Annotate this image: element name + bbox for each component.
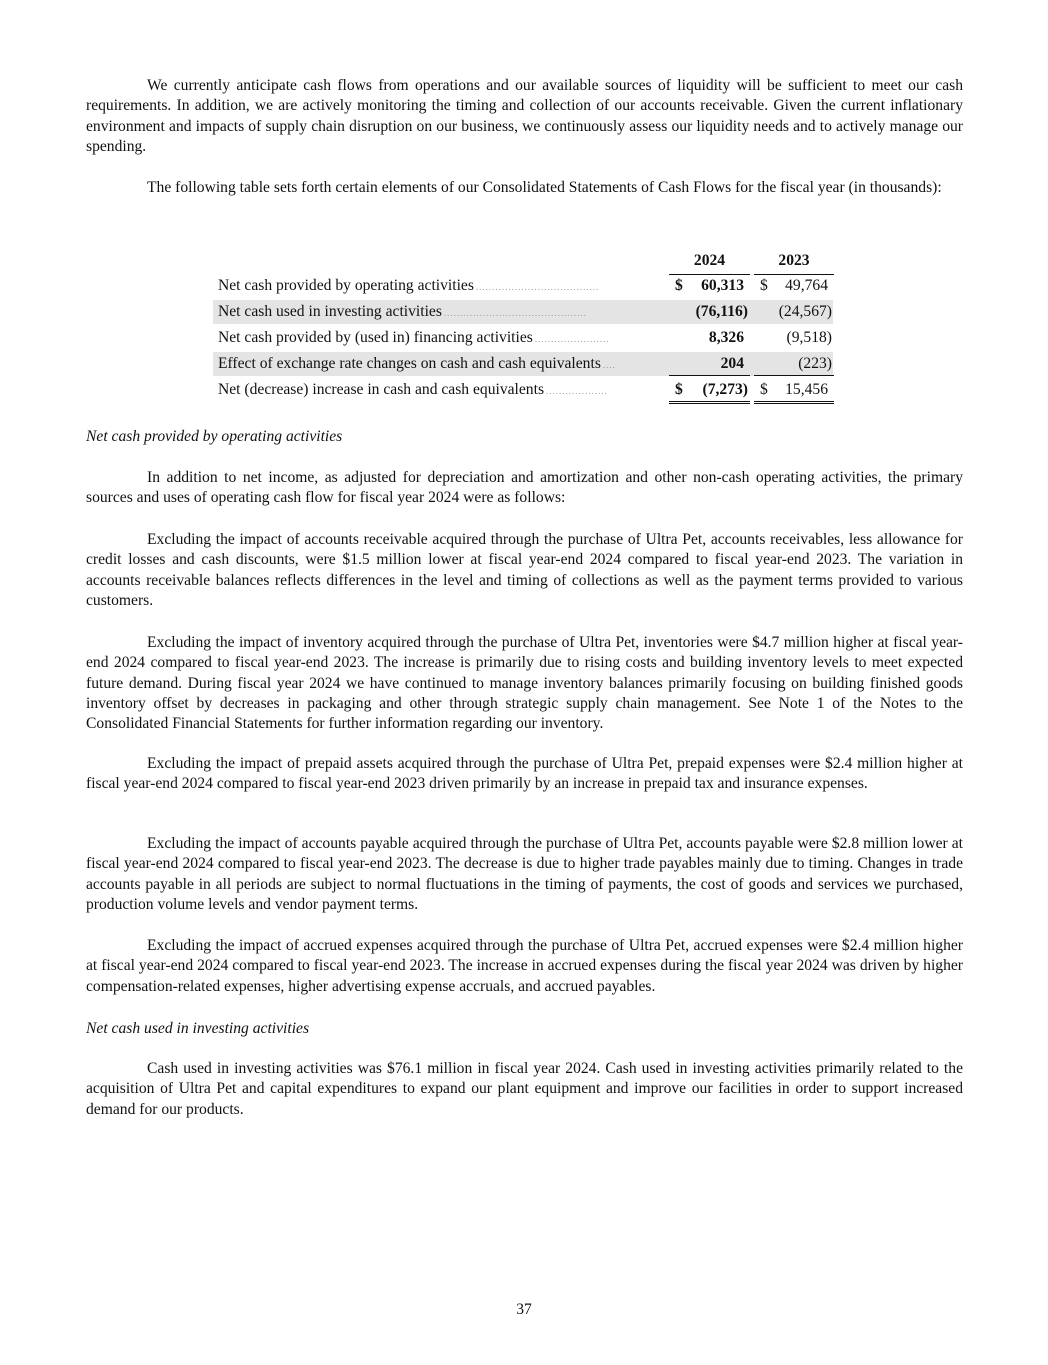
cell-2023 (754, 380, 834, 404)
dot-leader: ............................................ (443, 308, 587, 318)
value-2024: (7,273) (702, 381, 748, 398)
cell-2024 (669, 380, 750, 404)
row-label (218, 380, 658, 401)
value-2024: 60,313 (701, 277, 744, 294)
paragraph-inventory: Excluding the impact of inventory acquired through the purchase of Ultra Pet, inventories were $4.7 million higher at fiscal year-end 2024 compared to fiscal year-end 2023. The increase is primarily due to rising costs and building inventory levels to meet expected future demand. During fiscal year 2024 we have continued to manage inventory balances primarily focusing on building finished goods inventory offset by decreases in packaging and other through strategic supply chain management. See Note 1 of the Notes to the Consolidated Financial Statements for further information regarding our inventory. (86, 634, 963, 733)
value-2023: 49,764 (785, 277, 828, 294)
row-label-text: Net (decrease) increase in cash and cash equivalents (218, 381, 545, 398)
value-2024: (76,116) (695, 303, 748, 320)
currency-symbol: $ (675, 277, 683, 294)
cell-2023 (754, 328, 834, 349)
row-label-text: Effect of exchange rate changes on cash and cash equivalents (218, 355, 601, 372)
row-label (218, 328, 658, 349)
paragraph-operating-intro: In addition to net income, as adjusted for depreciation and amortization and other non-cash operating activities, the primary sources and uses of operating cash flow for fiscal year 2024 were as follows: (86, 469, 963, 507)
row-label (218, 276, 658, 297)
dot-leader: ....................... (534, 334, 610, 344)
row-label (218, 302, 658, 323)
paragraph-investing: Cash used in investing activities was $76.1 million in fiscal year 2024. Cash used in investing activities primarily related to the acquisition of Ultra Pet and capital expenditures to expand our plant equipment and improve our facilities in order to support increased demand for our products. (86, 1060, 963, 1118)
paragraph-payable: Excluding the impact of accounts payable acquired through the purchase of Ultra Pet, accounts payable were $2.8 million lower at fiscal year-end 2024 compared to fiscal year-end 2023. The decrease is due to higher trade payables mainly due to timing. Changes in trade accounts payable in all periods are subject to normal fluctuations in the timing of payments, the cost of goods and services we purchased, production volume levels and vendor payment terms. (86, 835, 963, 913)
row-label-text: Net cash provided by operating activities (218, 277, 474, 294)
cell-2024 (669, 328, 750, 349)
table-row (213, 378, 838, 403)
paragraph-receivables: Excluding the impact of accounts receivable acquired through the purchase of Ultra Pet, accounts receivables, less allowance for credit losses and cash discounts, were $1.5 million lower at fiscal year-end 2024 compared to fiscal year-end 2023. The variation in accounts receivable balances reflects differences in the level and timing of collections as well as the payment terms provided to various customers. (86, 531, 963, 609)
table-row (213, 274, 838, 299)
cell-2023 (754, 276, 834, 297)
column-header-2024: 2024 (669, 251, 750, 275)
value-2023: (24,567) (778, 303, 832, 320)
cell-2023 (754, 302, 834, 323)
currency-symbol: $ (760, 277, 768, 294)
cell-2024 (669, 276, 750, 297)
row-label-text: Net cash provided by (used in) financing activities (218, 329, 533, 346)
cell-2023 (754, 354, 834, 376)
table-row (213, 300, 838, 325)
dot-leader: ...................................... (475, 282, 600, 292)
paragraph-table-intro: The following table sets forth certain elements of our Consolidated Statements of Cash Flows for the fiscal year (in thousands): (147, 179, 942, 196)
cell-2024 (669, 302, 750, 323)
value-2023: (223) (798, 355, 832, 372)
table-header (213, 249, 838, 273)
cell-2024 (669, 354, 750, 376)
column-header-2023: 2023 (754, 251, 834, 275)
table-row (213, 352, 838, 377)
currency-symbol: $ (760, 381, 768, 398)
table-row (213, 326, 838, 351)
value-2024: 204 (720, 355, 744, 372)
value-2024: 8,326 (708, 329, 744, 346)
dot-leader: .... (602, 360, 616, 370)
page-number: 37 (516, 1301, 532, 1318)
section-heading-investing: Net cash used in investing activities (86, 1020, 310, 1037)
section-heading-operating: Net cash provided by operating activities (86, 428, 343, 445)
row-label (218, 354, 658, 375)
paragraph-prepaid: Excluding the impact of prepaid assets acquired through the purchase of Ultra Pet, prepaid expenses were $2.4 million higher at fiscal year-end 2024 compared to fiscal year-end 2023 driven primarily by an increase in prepaid tax and insurance expenses. (86, 755, 963, 793)
dot-leader: ................... (546, 386, 608, 396)
paragraph-accrued: Excluding the impact of accrued expenses acquired through the purchase of Ultra Pet, accrued expenses were $2.4 million higher at fiscal year-end 2024 compared to fiscal year-end 2023. The increase in accrued expenses during the fiscal year 2024 was driven by higher compensation-related expenses, higher advertising expense accruals, and accrued payables. (86, 937, 963, 995)
paragraph-liquidity: We currently anticipate cash flows from operations and our available sources of liquidity will be sufficient to meet our cash requirements. In addition, we are actively monitoring the timing and collection of our accounts receivable. Given the current inflationary environment and impacts of supply chain disruption on our business, we continuously assess our liquidity needs and to actively manage our spending. (86, 77, 963, 155)
currency-symbol: $ (675, 381, 683, 398)
value-2023: (9,518) (786, 329, 832, 346)
value-2023: 15,456 (785, 381, 828, 398)
row-label-text: Net cash used in investing activities (218, 303, 442, 320)
